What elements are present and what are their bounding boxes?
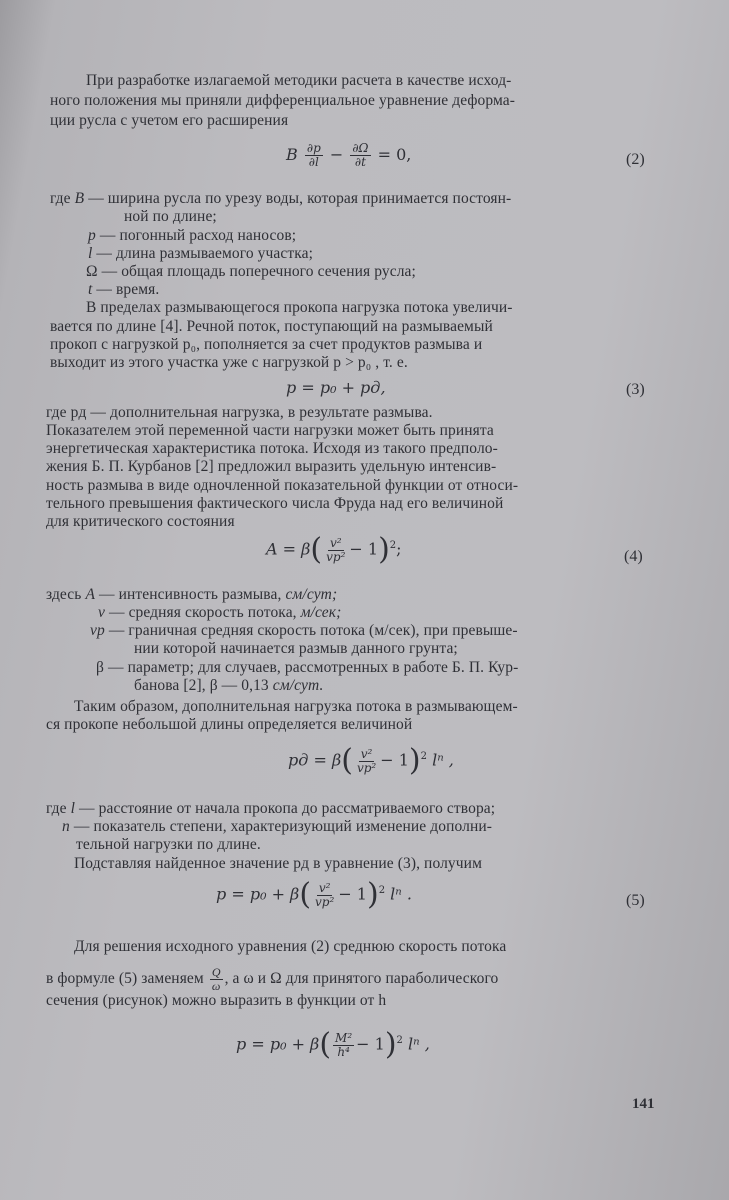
text-line: выходит из этого участка уже с нагрузкой p > p₀ , т. е. <box>50 354 408 371</box>
text-line: жения Б. П. Курбанов [2] предложил выразить удельную интенсив- <box>46 458 497 475</box>
text-line: При разработке излагаемой методики расчета в качестве исход- <box>86 72 512 89</box>
definition-line: ной по длине; <box>124 208 217 225</box>
equation-number: (5) <box>626 892 645 909</box>
equation-4: A = β( $\frac{\text{v²}}{\text{vp²}}$ − 1)$^2$; <box>266 532 402 567</box>
definition-line: n — показатель степени, характеризующий изменение дополни- <box>62 818 493 835</box>
equation-number: (2) <box>626 151 645 168</box>
text-line: В пределах размывающегося прокопа нагрузка потока увеличи- <box>86 299 513 316</box>
equation-6: p = p₀ + β( $\frac{\text{M²}}{\text{h⁴}}$ − 1)$^2$ lⁿ , <box>236 1027 430 1062</box>
definition-line: банова [2], β — 0,13 см/сут. <box>134 677 324 694</box>
definition-line: Ω — общая площадь поперечного сечения русла; <box>86 263 416 280</box>
text-line: ность размыва в виде одночленной показательной функции от относи- <box>46 477 519 494</box>
definition-line: l — длина размываемого участка; <box>88 245 314 262</box>
text-line: ся прокопе небольшой длины определяется величиной <box>46 716 413 733</box>
equation-number: (3) <box>626 381 645 398</box>
definition-line: p — погонный расход наносов; <box>88 227 297 244</box>
definition-line: здесь A — интенсивность размыва, см/сут; <box>46 586 338 603</box>
text-line: сечения (рисунок) можно выразить в функции от h <box>46 992 387 1009</box>
definition-line: vр — граничная средняя скорость потока (м/сек), при превыше- <box>90 622 518 639</box>
definition-line: β — параметр; для случаев, рассмотренных в работе Б. П. Кур- <box>96 659 519 676</box>
text-line: Таким образом, дополнительная нагрузка потока в размывающем- <box>74 698 518 715</box>
text-line: Подставляя найденное значение pд в уравнение (3), получим <box>74 855 482 872</box>
definition-line: нии которой начинается размыв данного грунта; <box>134 640 458 657</box>
equation-3: p = p₀ + pд, <box>286 378 386 397</box>
page-number: 141 <box>632 1096 655 1112</box>
text-line: для критического состояния <box>46 513 235 530</box>
definition-line: t — время. <box>88 281 160 298</box>
equation-5: p = p₀ + β( $\frac{\text{v²}}{\text{vp²}}$ − 1)$^2$ lⁿ . <box>216 877 412 912</box>
definition-line: где B — ширина русла по урезу воды, которая принимается постоян- <box>50 190 512 207</box>
equation-2: B $\frac{\partial p}{\partial l}$ − $\frac{\partial\Omega}{\partial t}$ = 0, <box>286 141 412 169</box>
equation-number: (4) <box>624 548 643 565</box>
text-line: в формуле (5) заменяем $\frac{Q}{\omega}$ , а ω и Ω для принятого параболического <box>46 965 499 993</box>
text-line: тельного превышения фактического числа Фруда над его величиной <box>46 495 504 512</box>
text-line: ного положения мы приняли дифференциальное уравнение деформа- <box>50 92 516 109</box>
text-line: ции русла с учетом его расширения <box>50 112 289 129</box>
text-line: энергетическая характеристика потока. Исходя из такого предполо- <box>46 440 498 457</box>
text-line: Показателем этой переменной части нагрузки может быть принята <box>46 422 494 439</box>
text-line: где pд — дополнительная нагрузка, в результате размыва. <box>46 404 433 421</box>
equation-additional-load: pд = β( $\frac{\text{v²}}{\text{vp²}}$ − 1)$^2$ lⁿ , <box>288 743 454 778</box>
definition-line: где l — расстояние от начала прокопа до рассматриваемого створа; <box>46 800 496 817</box>
text-line: Для решения исходного уравнения (2) среднюю скорость потока <box>74 938 507 955</box>
definition-line: v — средняя скорость потока, м/сек; <box>98 604 342 621</box>
text-line: прокоп с нагрузкой p₀, пополняется за счет продуктов размыва и <box>50 336 483 353</box>
text-line: вается по длине [4]. Речной поток, поступающий на размываемый <box>50 318 493 335</box>
definition-line: тельной нагрузки по длине. <box>76 836 261 853</box>
